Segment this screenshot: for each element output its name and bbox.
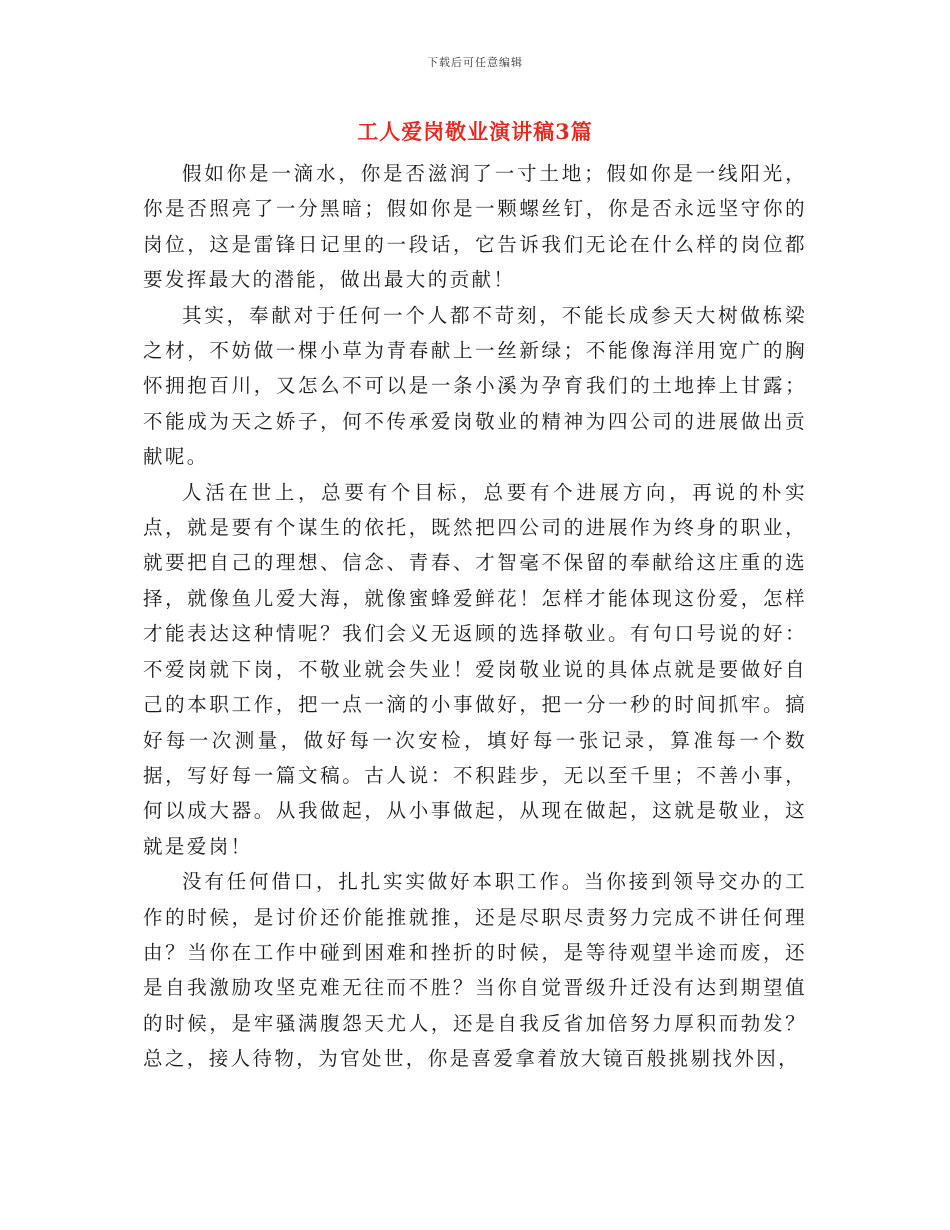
paragraph-2: 其实，奉献对于任何一个人都不苛刻，不能长成参天大树做栋梁之材，不妨做一棵小草为青春献上一丝新绿；不能像海洋用宽广的胸怀拥抱百川，又怎么不可以是一条小溪为孕育我们的土地捧上甘露；不能成为天之娇子，何不传承爱岗敬业的精神为四公司的进展做出贡献呢。 [143,303,807,469]
document-title: 工人爱岗敬业演讲稿3篇 [357,119,593,144]
header-note: 下载后可任意编辑 [427,56,523,69]
paragraph-4: 没有任何借口，扎扎实实做好本职工作。当你接到领导交办的工作的时候，是讨价还价能推就推，还是尽职尽责努力完成不讲任何理由？当你在工作中碰到困难和挫折的时候，是等待观望半途而废，还是自我激励攻坚克难无往而不胜？当你自觉晋级升迁没有达到期望值的时候，是牢骚满腹怨天尤人，还是自我反省加倍努力厚积而勃发？总之，接人待物，为官处世，你是喜爱拿着放大镜百般挑剔找外因， [143,870,807,1071]
paragraph-1: 假如你是一滴水，你是否滋润了一寸土地；假如你是一线阳光，你是否照亮了一分黑暗；假如你是一颗螺丝钉，你是否永远坚守你的岗位，这是雷锋日记里的一段话，它告诉我们无论在什么样的岗位都要发挥最大的潜能，做出最大的贡献！ [143,162,807,292]
document-body [143,156,807,1077]
paragraph-3: 人活在世上，总要有个目标，总要有个进展方向，再说的朴实点，就是要有个谋生的依托，既然把四公司的进展作为终身的职业，就要把自己的理想、信念、青春、才智毫不保留的奉献给这庄重的选择，就像鱼儿爱大海，就像蜜蜂爱鲜花！怎样才能体现这份爱，怎样才能表达这种情呢？我们会义无返顾的选择敬业。有句口号说的好：不爱岗就下岗，不敬业就会失业！爱岗敬业说的具体点就是要做好自己的本职工作，把一点一滴的小事做好，把一分一秒的时间抓牢。搞好每一次测量，做好每一次安检，填好每一张记录，算准每一个数据，写好每一篇文稿。古人说：不积跬步，无以至千里；不善小事，何以成大器。从我做起，从小事做起，从现在做起，这就是敬业，这就是爱岗！ [143,480,807,858]
